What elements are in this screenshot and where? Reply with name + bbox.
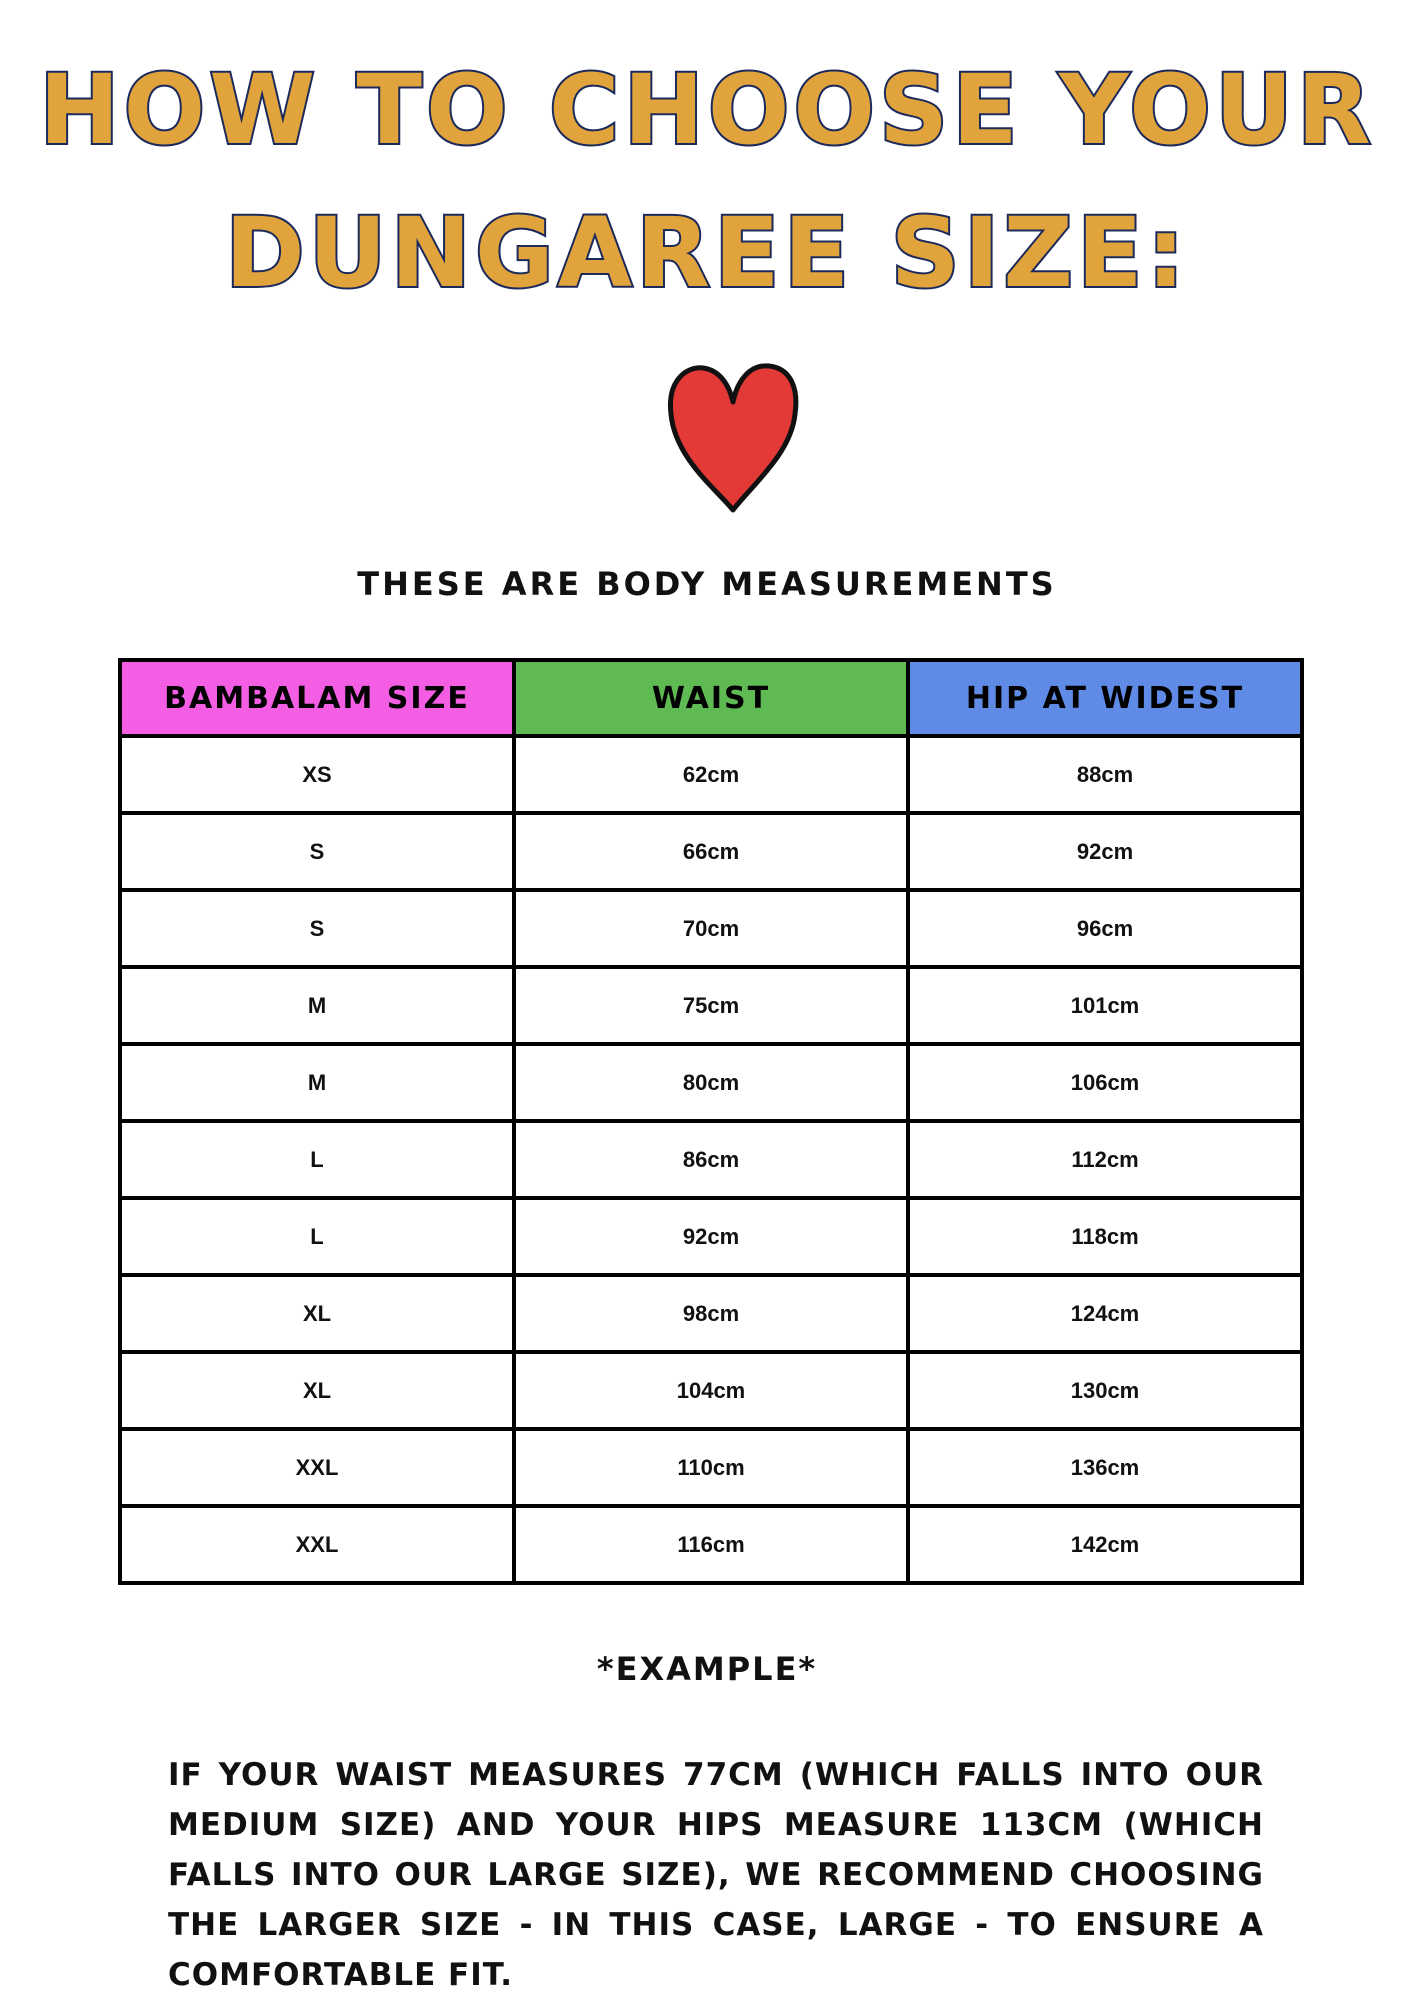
waist-cell: 98cm: [514, 1275, 908, 1352]
hip-cell: 118cm: [908, 1198, 1302, 1275]
table-header-row: [120, 660, 1302, 736]
size-cell: M: [120, 1044, 514, 1121]
waist-cell: 116cm: [514, 1506, 908, 1583]
example-heading: *EXAMPLE*: [596, 1650, 818, 1688]
size-cell: S: [120, 813, 514, 890]
page-title-line-2: DUNGAREE SIZE:: [224, 197, 1189, 309]
waist-cell: 70cm: [514, 890, 908, 967]
hip-cell: 101cm: [908, 967, 1302, 1044]
size-cell: XL: [120, 1352, 514, 1429]
hip-cell: 88cm: [908, 736, 1302, 813]
table-row: [120, 967, 1302, 1044]
table-row: [120, 1044, 1302, 1121]
hip-cell: 124cm: [908, 1275, 1302, 1352]
table-row: [120, 1121, 1302, 1198]
waist-cell: 80cm: [514, 1044, 908, 1121]
size-cell: S: [120, 890, 514, 967]
table-row: [120, 1429, 1302, 1506]
hip-cell: 136cm: [908, 1429, 1302, 1506]
size-cell: M: [120, 967, 514, 1044]
size-cell: XL: [120, 1275, 514, 1352]
table-row: [120, 813, 1302, 890]
hip-cell: 112cm: [908, 1121, 1302, 1198]
table-row: [120, 890, 1302, 967]
size-cell: XXL: [120, 1429, 514, 1506]
waist-cell: 62cm: [514, 736, 908, 813]
size-cell: L: [120, 1198, 514, 1275]
table-row: [120, 736, 1302, 813]
example-paragraph: IF YOUR WAIST MEASURES 77CM (WHICH FALLS INTO OUR MEDIUM SIZE) AND YOUR HIPS MEASURE 113CM (WHICH FALLS INTO OUR LARGE SIZE), WE RECOMMEND CHOOSING THE LARGER SIZE - IN THIS CASE, LARGE - TO ENSURE A COMFORTABLE FIT.: [168, 1757, 1264, 1993]
size-chart-table: [118, 658, 1304, 1585]
waist-cell: 110cm: [514, 1429, 908, 1506]
hip-cell: 92cm: [908, 813, 1302, 890]
table-row: [120, 1352, 1302, 1429]
hip-cell: 106cm: [908, 1044, 1302, 1121]
measurements-note: THESE ARE BODY MEASUREMENTS: [357, 565, 1057, 603]
waist-cell: 104cm: [514, 1352, 908, 1429]
waist-cell: 92cm: [514, 1198, 908, 1275]
table-row: [120, 1275, 1302, 1352]
heart-icon: [665, 358, 801, 518]
table-row: [120, 1198, 1302, 1275]
header-waist: WAIST: [514, 660, 908, 736]
size-cell: XXL: [120, 1506, 514, 1583]
header-bambalam-size: BAMBALAM SIZE: [120, 660, 514, 736]
size-cell: XS: [120, 736, 514, 813]
waist-cell: 66cm: [514, 813, 908, 890]
hip-cell: 96cm: [908, 890, 1302, 967]
header-hip-at-widest: HIP AT WIDEST: [908, 660, 1302, 736]
waist-cell: 86cm: [514, 1121, 908, 1198]
waist-cell: 75cm: [514, 967, 908, 1044]
page-title-line-1: HOW TO CHOOSE YOUR: [39, 54, 1375, 166]
hip-cell: 130cm: [908, 1352, 1302, 1429]
size-cell: L: [120, 1121, 514, 1198]
hip-cell: 142cm: [908, 1506, 1302, 1583]
table-row: [120, 1506, 1302, 1583]
